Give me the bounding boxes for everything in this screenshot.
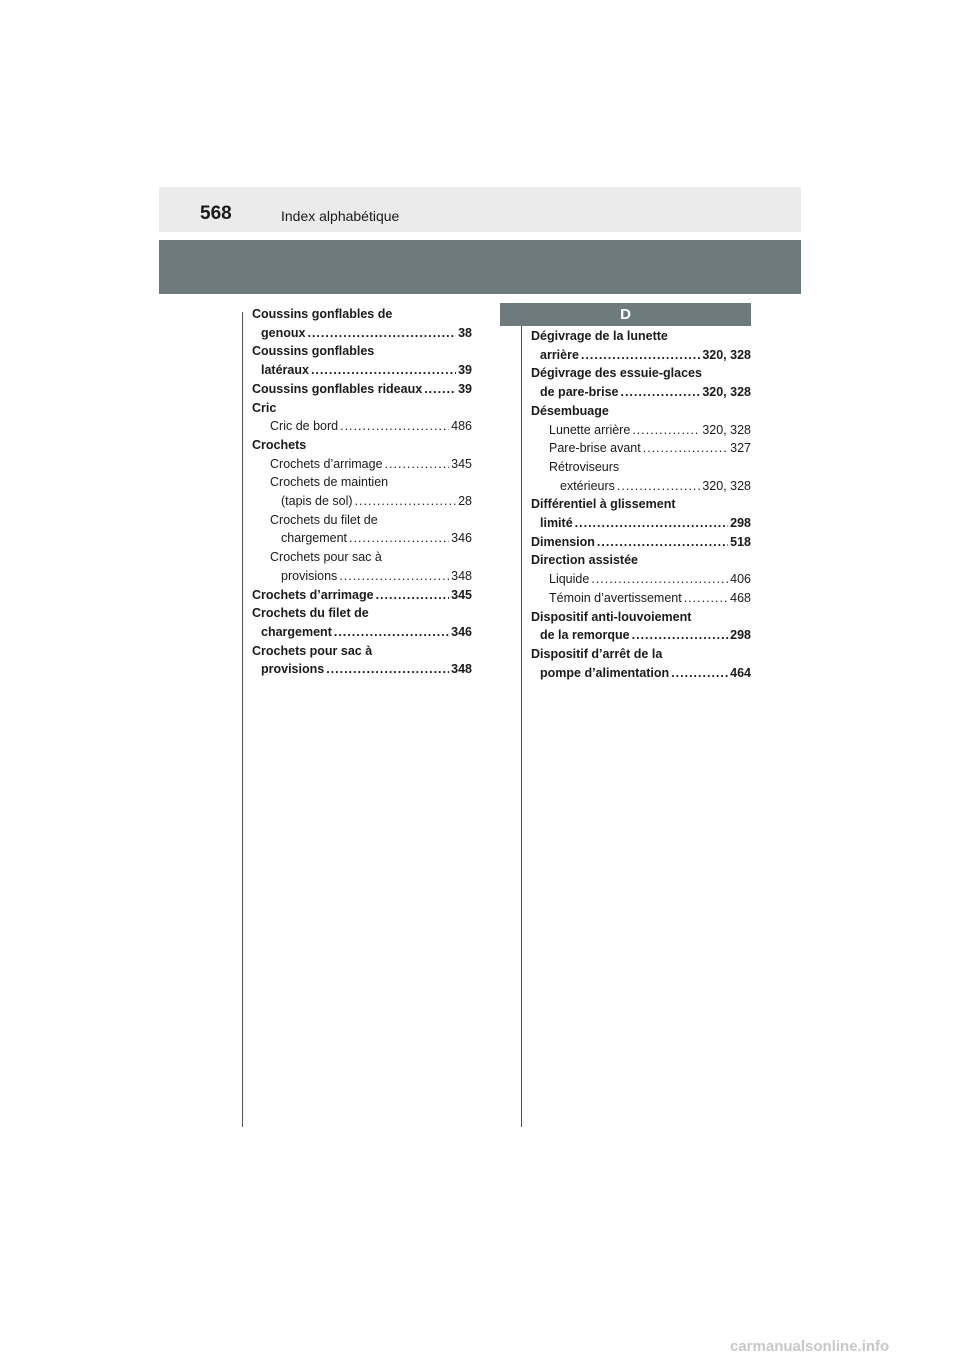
entry-text: Dispositif anti-louvoiement — [531, 609, 692, 624]
page-reference: 320, 328 — [702, 422, 751, 437]
entry-text: Crochets d’arrimage — [270, 456, 383, 471]
leader-dots — [597, 533, 728, 552]
leader-dots — [632, 626, 729, 645]
entry-text: Crochets — [252, 437, 307, 452]
header-bar — [159, 187, 801, 232]
page-reference: 320, 328 — [702, 347, 751, 362]
page-reference: 348 — [451, 568, 472, 583]
entry-text: Dispositif d’arrêt de la — [531, 646, 663, 661]
entry-text: de la remorque — [540, 628, 630, 643]
entry-text: arrière — [540, 347, 579, 362]
entry-text: Crochets de maintien — [270, 475, 389, 490]
entry-text: Désembuage — [531, 403, 609, 418]
entry-text: Cric de bord — [270, 419, 339, 434]
page-reference: 345 — [451, 456, 472, 471]
entry-text: Dégivrage des essuie-glaces — [531, 366, 702, 381]
leader-dots — [575, 514, 728, 533]
right-index-column — [531, 327, 751, 682]
index-entry — [252, 586, 472, 605]
index-entry — [531, 645, 751, 682]
index-entry — [252, 399, 472, 418]
leader-dots — [581, 346, 700, 365]
leader-dots — [385, 455, 450, 474]
page-reference: 346 — [451, 624, 472, 639]
leader-dots — [334, 623, 449, 642]
page-reference: 28 — [458, 494, 472, 509]
leader-dots — [339, 567, 449, 586]
entry-text: Crochets pour sac à — [270, 550, 382, 565]
index-entry — [531, 327, 751, 364]
index-entry — [252, 342, 472, 379]
entry-text: Liquide — [549, 572, 590, 587]
page-reference: 298 — [730, 516, 751, 531]
index-entry — [531, 495, 751, 532]
entry-text: limité — [540, 516, 573, 531]
entry-text: provisions — [281, 568, 338, 583]
page-reference: 345 — [451, 587, 472, 602]
index-entry — [531, 533, 751, 552]
entry-text: Crochets d’arrimage — [252, 587, 374, 602]
leader-dots — [621, 383, 701, 402]
entry-text: Coussins gonflables de — [252, 307, 393, 321]
index-subentry — [531, 421, 751, 440]
index-subentry — [531, 570, 751, 589]
leader-dots — [349, 529, 449, 548]
page-reference: 298 — [730, 628, 751, 643]
index-entry — [531, 608, 751, 645]
footer-watermark: carmanualsonline.info — [730, 1338, 890, 1355]
index-entry — [252, 305, 472, 342]
page-reference: 38 — [458, 325, 472, 340]
letter-heading: D — [500, 303, 751, 326]
entry-text: Coussins gonflables — [252, 344, 375, 359]
entry-text: Crochets du filet de — [270, 512, 378, 527]
entry-text: Témoin d’avertissement — [549, 590, 682, 605]
page-reference: 348 — [451, 662, 472, 677]
index-entry — [531, 551, 751, 570]
left-index-column — [252, 305, 472, 679]
section-title: Index alphabétique — [281, 208, 400, 224]
leader-dots — [376, 586, 450, 605]
entry-text: Direction assistée — [531, 553, 638, 568]
index-subentry — [252, 417, 472, 436]
leader-dots — [684, 589, 728, 608]
entry-text: chargement — [261, 624, 332, 639]
index-subentry — [531, 458, 751, 495]
entry-text: Crochets du filet de — [252, 606, 369, 621]
page-reference: 327 — [730, 441, 751, 456]
leader-dots — [643, 439, 728, 458]
entry-text: genoux — [261, 325, 306, 340]
index-entry — [252, 436, 472, 455]
page-reference: 406 — [730, 572, 751, 587]
entry-text: Pare-brise avant — [549, 441, 641, 456]
leader-dots — [617, 477, 700, 496]
index-subentry — [531, 589, 751, 608]
entry-text: Coussins gonflables rideaux — [252, 381, 423, 396]
page-reference: 320, 328 — [702, 478, 751, 493]
page-reference: 486 — [451, 419, 472, 434]
leader-dots — [671, 664, 728, 683]
page-reference: 320, 328 — [702, 385, 751, 400]
right-column-rule — [521, 312, 522, 1127]
leader-dots — [424, 380, 456, 399]
entry-text: Dimension — [531, 534, 595, 549]
leader-dots — [326, 660, 449, 679]
entry-text: provisions — [261, 662, 325, 677]
entry-text: pompe d’alimentation — [540, 665, 670, 680]
index-entry — [531, 364, 751, 401]
entry-text: Lunette arrière — [549, 422, 631, 437]
entry-text: latéraux — [261, 363, 309, 378]
entry-text: Crochets pour sac à — [252, 643, 373, 658]
index-subentry — [252, 548, 472, 585]
entry-text: Différentiel à glissement — [531, 497, 676, 512]
entry-text: Dégivrage de la lunette — [531, 329, 668, 343]
leader-dots — [311, 361, 456, 380]
page-reference: 39 — [458, 363, 472, 378]
entry-text: (tapis de sol) — [281, 494, 353, 509]
page-reference: 39 — [458, 381, 472, 396]
entry-text: Rétroviseurs — [549, 459, 620, 474]
entry-text: Cric — [252, 400, 277, 415]
entry-text: extérieurs — [560, 478, 615, 493]
page-reference: 464 — [730, 665, 751, 680]
page-reference: 468 — [730, 590, 751, 605]
page-reference: 346 — [451, 531, 472, 546]
index-entry — [252, 380, 472, 399]
page-reference: 518 — [730, 534, 751, 549]
page-number: 568 — [200, 203, 232, 224]
leader-dots — [340, 417, 449, 436]
leader-dots — [355, 492, 457, 511]
leader-dots — [591, 570, 728, 589]
index-entry — [252, 642, 472, 679]
index-entry — [252, 604, 472, 641]
leader-dots — [632, 421, 700, 440]
leader-dots — [307, 324, 456, 343]
index-subentry — [531, 439, 751, 458]
entry-text: de pare-brise — [540, 385, 619, 400]
index-subentry — [252, 473, 472, 510]
index-subentry — [252, 511, 472, 548]
left-column-rule — [242, 312, 243, 1127]
index-entry — [531, 402, 751, 421]
header-band — [159, 240, 801, 294]
entry-text: chargement — [281, 531, 348, 546]
index-subentry — [252, 455, 472, 474]
